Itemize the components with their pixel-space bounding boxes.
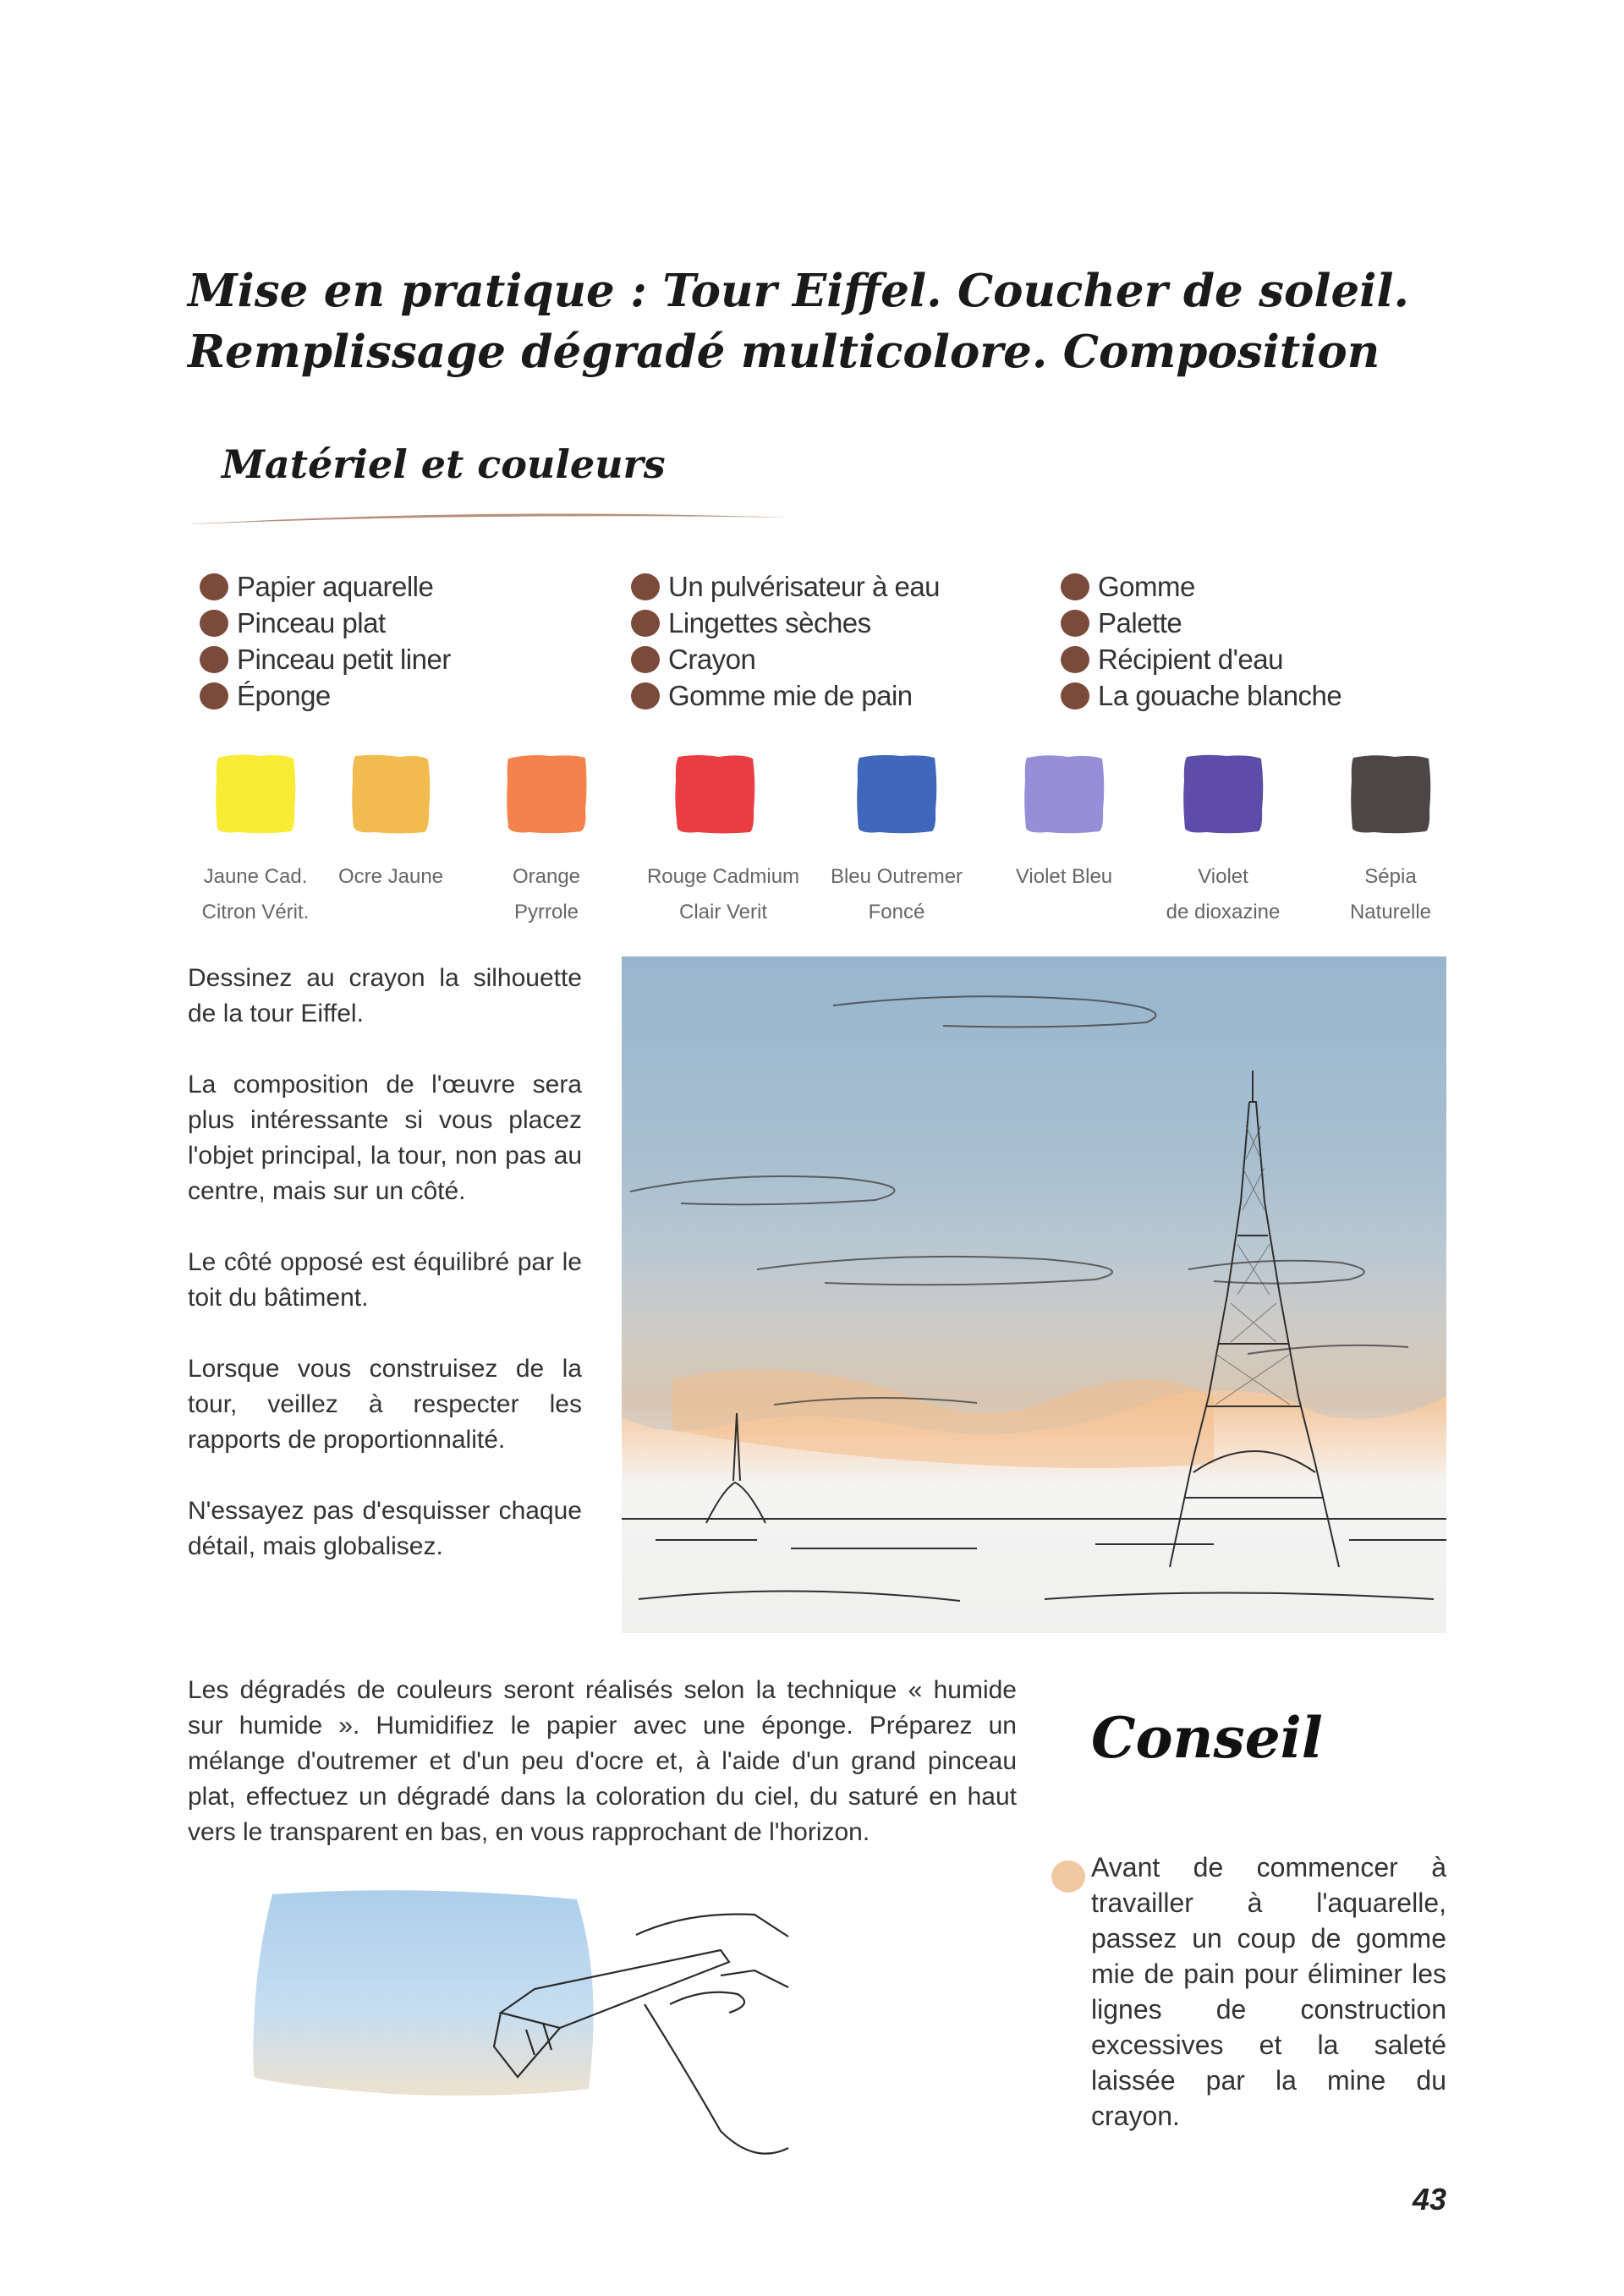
material-item: Récipient d'eau: [1057, 641, 1341, 677]
material-item: Papier aquarelle: [196, 568, 451, 605]
page-number: 43: [1412, 2182, 1446, 2217]
material-item: Pinceau petit liner: [196, 641, 451, 677]
bullet-icon: [1061, 573, 1089, 600]
paragraph: N'essayez pas d'esquisser chaque détail, mais globalisez.: [188, 1497, 582, 1560]
bullet-icon: [1061, 646, 1089, 673]
bullet-icon: [631, 610, 660, 637]
color-swatch: [1181, 751, 1265, 836]
color-label: Jaune Cad. Citron Vérit.: [201, 865, 310, 923]
color-label: Ocre Jaune: [337, 865, 444, 888]
bullet-icon: [200, 646, 228, 673]
color-label: Orange Pyrrole: [512, 865, 581, 923]
color-label: Violet de dioxazine: [1166, 865, 1281, 923]
paragraph: Le côté opposé est équilibré par le toit du bâtiment.: [188, 1248, 582, 1312]
material-item: Un pulvérisateur à eau: [628, 568, 940, 605]
color-swatch: [672, 751, 757, 836]
color-label: Sépia Naturelle: [1349, 865, 1432, 923]
section-heading: Matériel et couleurs: [222, 441, 666, 487]
bullet-icon: [631, 646, 660, 673]
paragraph: Lorsque vous construisez de la tour, veillez à respecter les rapports de proportionnalité.: [188, 1355, 582, 1454]
color-swatch: [1348, 751, 1433, 836]
bullet-icon: [1061, 610, 1089, 637]
material-item: Gomme: [1057, 568, 1341, 605]
materials-list-2: [628, 568, 940, 714]
tip-heading: Conseil: [1091, 1705, 1323, 1771]
brush-hand-illustration: [247, 1877, 1025, 2266]
material-item: Crayon: [628, 641, 940, 677]
bullet-icon: [200, 573, 228, 600]
color-swatch: [213, 751, 298, 836]
material-item: Palette: [1057, 605, 1341, 641]
bullet-icon: [1061, 682, 1089, 710]
color-label: Bleu Outremer Foncé: [830, 865, 963, 923]
paragraph: La composition de l'œuvre sera plus intéressante si vous placez l'objet principal, la tour, non pas au centre, mais sur un côté.: [188, 1071, 582, 1205]
bullet-icon: [200, 682, 228, 710]
material-item: Lingettes sèches: [628, 605, 940, 641]
material-item: La gouache blanche: [1057, 677, 1341, 714]
eiffel-tower-painting: [622, 956, 1446, 1633]
materials-list-3: [1057, 568, 1341, 714]
color-swatch: [1022, 751, 1106, 836]
color-label: Violet Bleu: [1015, 865, 1113, 888]
bullet-icon: [631, 682, 660, 710]
material-item: Gomme mie de pain: [628, 677, 940, 714]
color-swatch: [854, 751, 939, 836]
paragraph: Dessinez au crayon la silhouette de la tour Eiffel.: [188, 964, 582, 1027]
material-item: Éponge: [196, 677, 451, 714]
material-item: Pinceau plat: [196, 605, 451, 641]
color-swatch: [504, 751, 589, 836]
tip-text: Avant de commencer à travailler à l'aquarelle, passez un coup de gomme mie de pain pour éliminer les lignes de construction excessives et la saleté laissée par la mine du crayon.: [1091, 1852, 1446, 2131]
tip-bullet-icon: [1051, 1860, 1085, 1893]
materials-list-1: [196, 568, 451, 714]
technique-paragraph: Les dégradés de couleurs seront réalisés selon la technique « humide sur humide ». Humidifiez le papier avec une éponge. Préparez un mélange d'outremer et d'un peu d'ocre et, à l'aide d'un grand pinceau plat, effectuez un dégradé dans la coloration du ciel, du saturé en haut vers le transparent en bas, en vous rapprochant de l'horizon.: [188, 1676, 1017, 1846]
color-label: Rouge Cadmium Clair Verit: [646, 865, 800, 923]
page-title: Mise en pratique : Tour Eiffel. Coucher de soleil. Remplissage dégradé multicolore. Composition: [188, 265, 1409, 378]
bullet-icon: [200, 610, 228, 637]
bullet-icon: [631, 573, 660, 600]
color-swatch: [348, 751, 433, 836]
heading-underline: [188, 507, 788, 529]
